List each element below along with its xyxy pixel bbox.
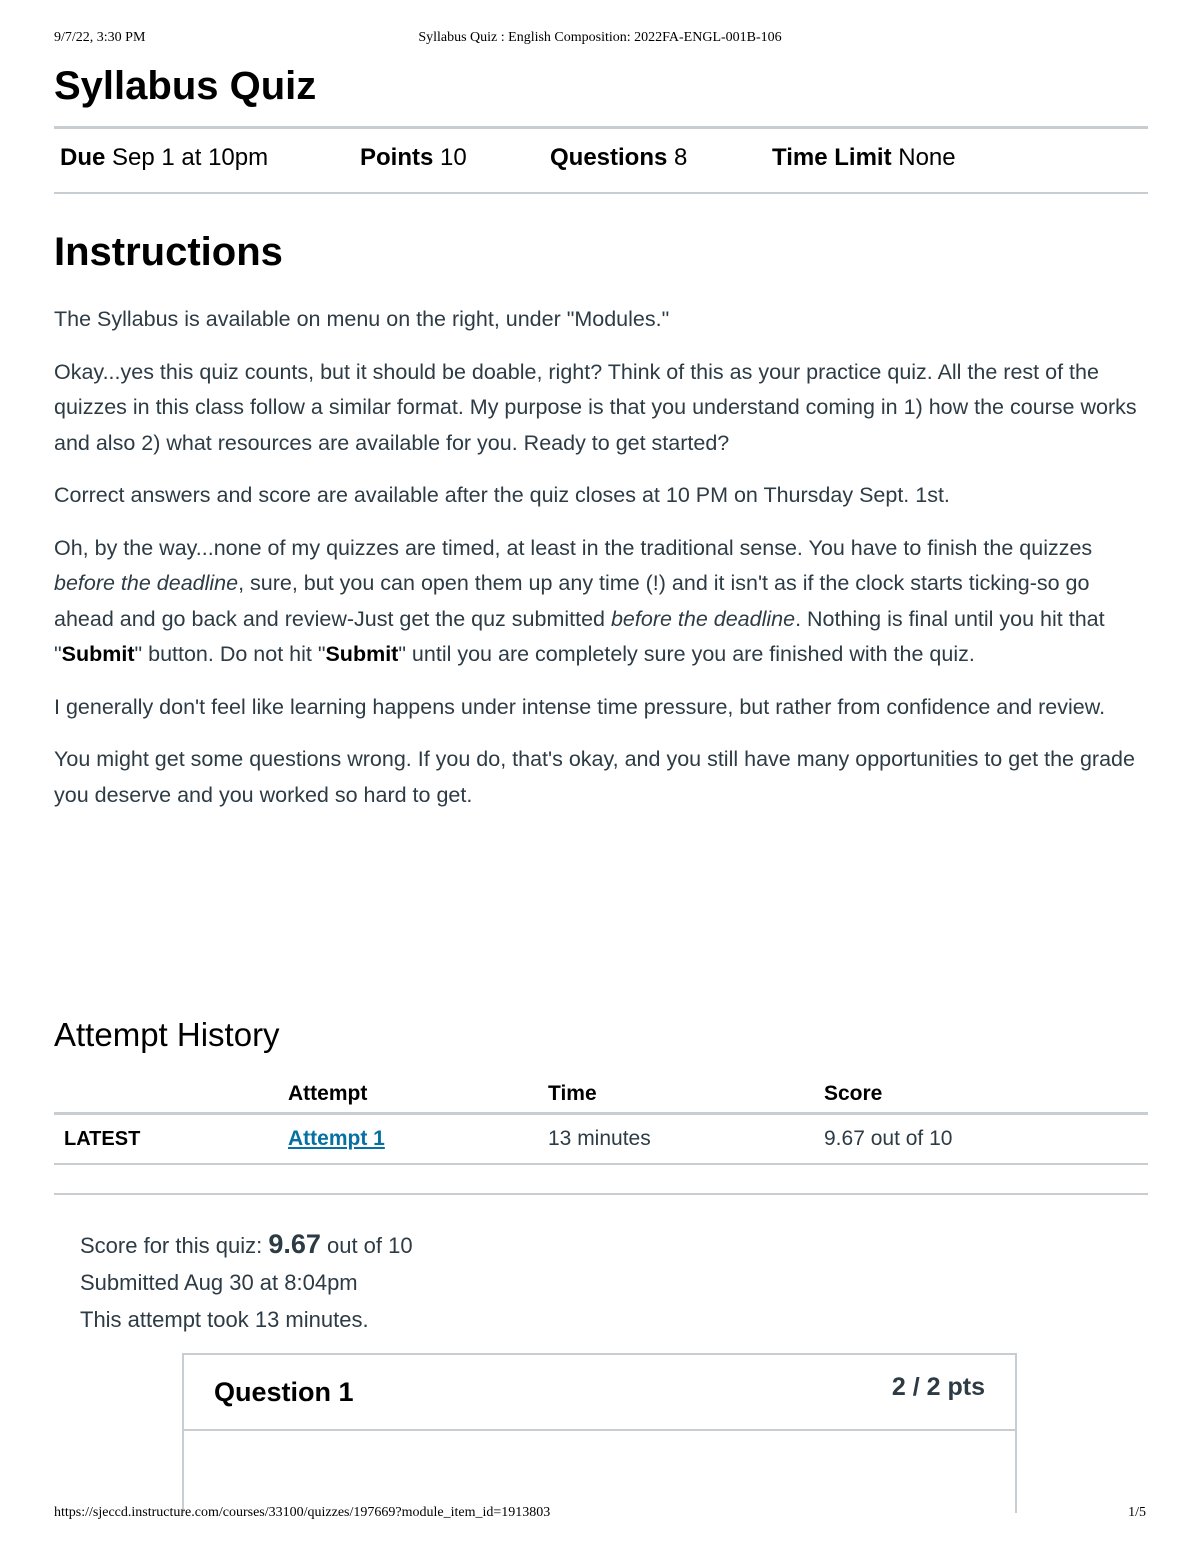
questions-meta xyxy=(550,144,687,172)
instructions-paragraph: You might get some questions wrong. If you do, that's okay, and you still have many opportunities to get the grade you deserve and you worked so hard to get. xyxy=(54,747,1135,807)
question-header xyxy=(184,1355,1015,1431)
title-divider xyxy=(54,126,1148,129)
time-cell: 13 minutes xyxy=(548,1114,824,1165)
points-meta xyxy=(360,144,467,172)
score-summary xyxy=(80,1226,413,1338)
instructions-paragraph: The Syllabus is available on menu on the right, under "Modules." xyxy=(54,307,670,331)
print-doc-title: Syllabus Quiz : English Composition: 2022FA-ENGL-001B-106 xyxy=(418,30,782,45)
print-page-number: 1/5 xyxy=(1128,1505,1146,1520)
meta-divider xyxy=(54,192,1148,194)
question-title: Question 1 xyxy=(214,1377,354,1407)
due-value: Sep 1 at 10pm xyxy=(112,144,269,171)
submitted-line: Submitted Aug 30 at 8:04pm xyxy=(80,1270,358,1295)
points-value: 10 xyxy=(440,144,467,171)
attempt-1-link[interactable]: Attempt 1 xyxy=(288,1127,385,1150)
instructions-paragraph: I generally don't feel like learning happens under intense time pressure, but rather from confidence and review. xyxy=(54,694,1106,719)
questions-value: 8 xyxy=(674,144,688,171)
duration-line: This attempt took 13 minutes. xyxy=(80,1307,369,1332)
attempt-history-table xyxy=(54,1074,1148,1165)
emphasis-text: before the deadline xyxy=(610,606,796,631)
time-limit-meta xyxy=(772,144,956,172)
emphasis-text: before the deadline xyxy=(54,571,239,595)
points-label: Points xyxy=(360,144,434,171)
print-url: https://sjeccd.instructure.com/courses/33100/quizzes/197669?module_item_id=1913803 xyxy=(54,1505,551,1520)
instructions-paragraph: Correct answers and score are available after the quiz closes at 10 PM on Thursday Sept. 1st. xyxy=(54,483,950,507)
time-limit-value: None xyxy=(898,144,956,171)
print-header xyxy=(54,30,1146,50)
print-datetime: 9/7/22, 3:30 PM xyxy=(54,30,146,45)
page-title: Syllabus Quiz xyxy=(54,64,317,108)
time-limit-label: Time Limit xyxy=(772,144,892,171)
column-header xyxy=(54,1074,288,1114)
bold-text: Submit xyxy=(325,642,399,666)
table-header-row xyxy=(54,1074,1148,1114)
score-value: 9.67 xyxy=(268,1229,321,1259)
column-header: Attempt xyxy=(288,1074,548,1114)
questions-label: Questions xyxy=(550,144,668,171)
column-header: Time xyxy=(548,1074,824,1114)
attempt-cell xyxy=(288,1114,548,1165)
attempt-history-heading: Attempt History xyxy=(54,1016,280,1053)
instructions-paragraph: Okay...yes this quiz counts, but it should be doable, right? Think of this as your practice quiz. All the rest of the quizzes in this class follow a similar format. My purpose is that you understand coming in 1) how the course works and also 2) what resources are available for you. Ready to get started? xyxy=(54,359,1137,455)
due-meta xyxy=(60,144,268,172)
score-cell: 9.67 out of 10 xyxy=(824,1114,1148,1165)
column-header: Score xyxy=(824,1074,1148,1114)
quiz-meta xyxy=(60,144,1140,178)
instructions-body xyxy=(54,302,1148,830)
bold-text: Submit xyxy=(61,642,135,666)
latest-label: LATEST xyxy=(54,1114,288,1165)
instructions-paragraph: Oh, by the way...none of my quizzes are timed, at least in the traditional sense. You have to finish the quizzes before the deadline, sure, but you can open them up any time (!) and it isn't as if the clock starts ticking-so go ahead and go back and review-Just get the quz submitted before the deadline. Nothing is final until you hit that "Submit" button. Do not hit "Submit" until you are completely sure you are finished with the quiz. xyxy=(54,535,1105,666)
due-label: Due xyxy=(60,144,106,171)
table-row xyxy=(54,1114,1148,1165)
attempt-divider xyxy=(54,1193,1148,1195)
print-footer xyxy=(54,1505,1146,1525)
instructions-heading: Instructions xyxy=(54,230,283,274)
question-card xyxy=(182,1353,1017,1513)
question-points: 2 / 2 pts xyxy=(891,1373,985,1401)
score-line: Score for this quiz: 9.67 out of 10 xyxy=(80,1229,413,1259)
